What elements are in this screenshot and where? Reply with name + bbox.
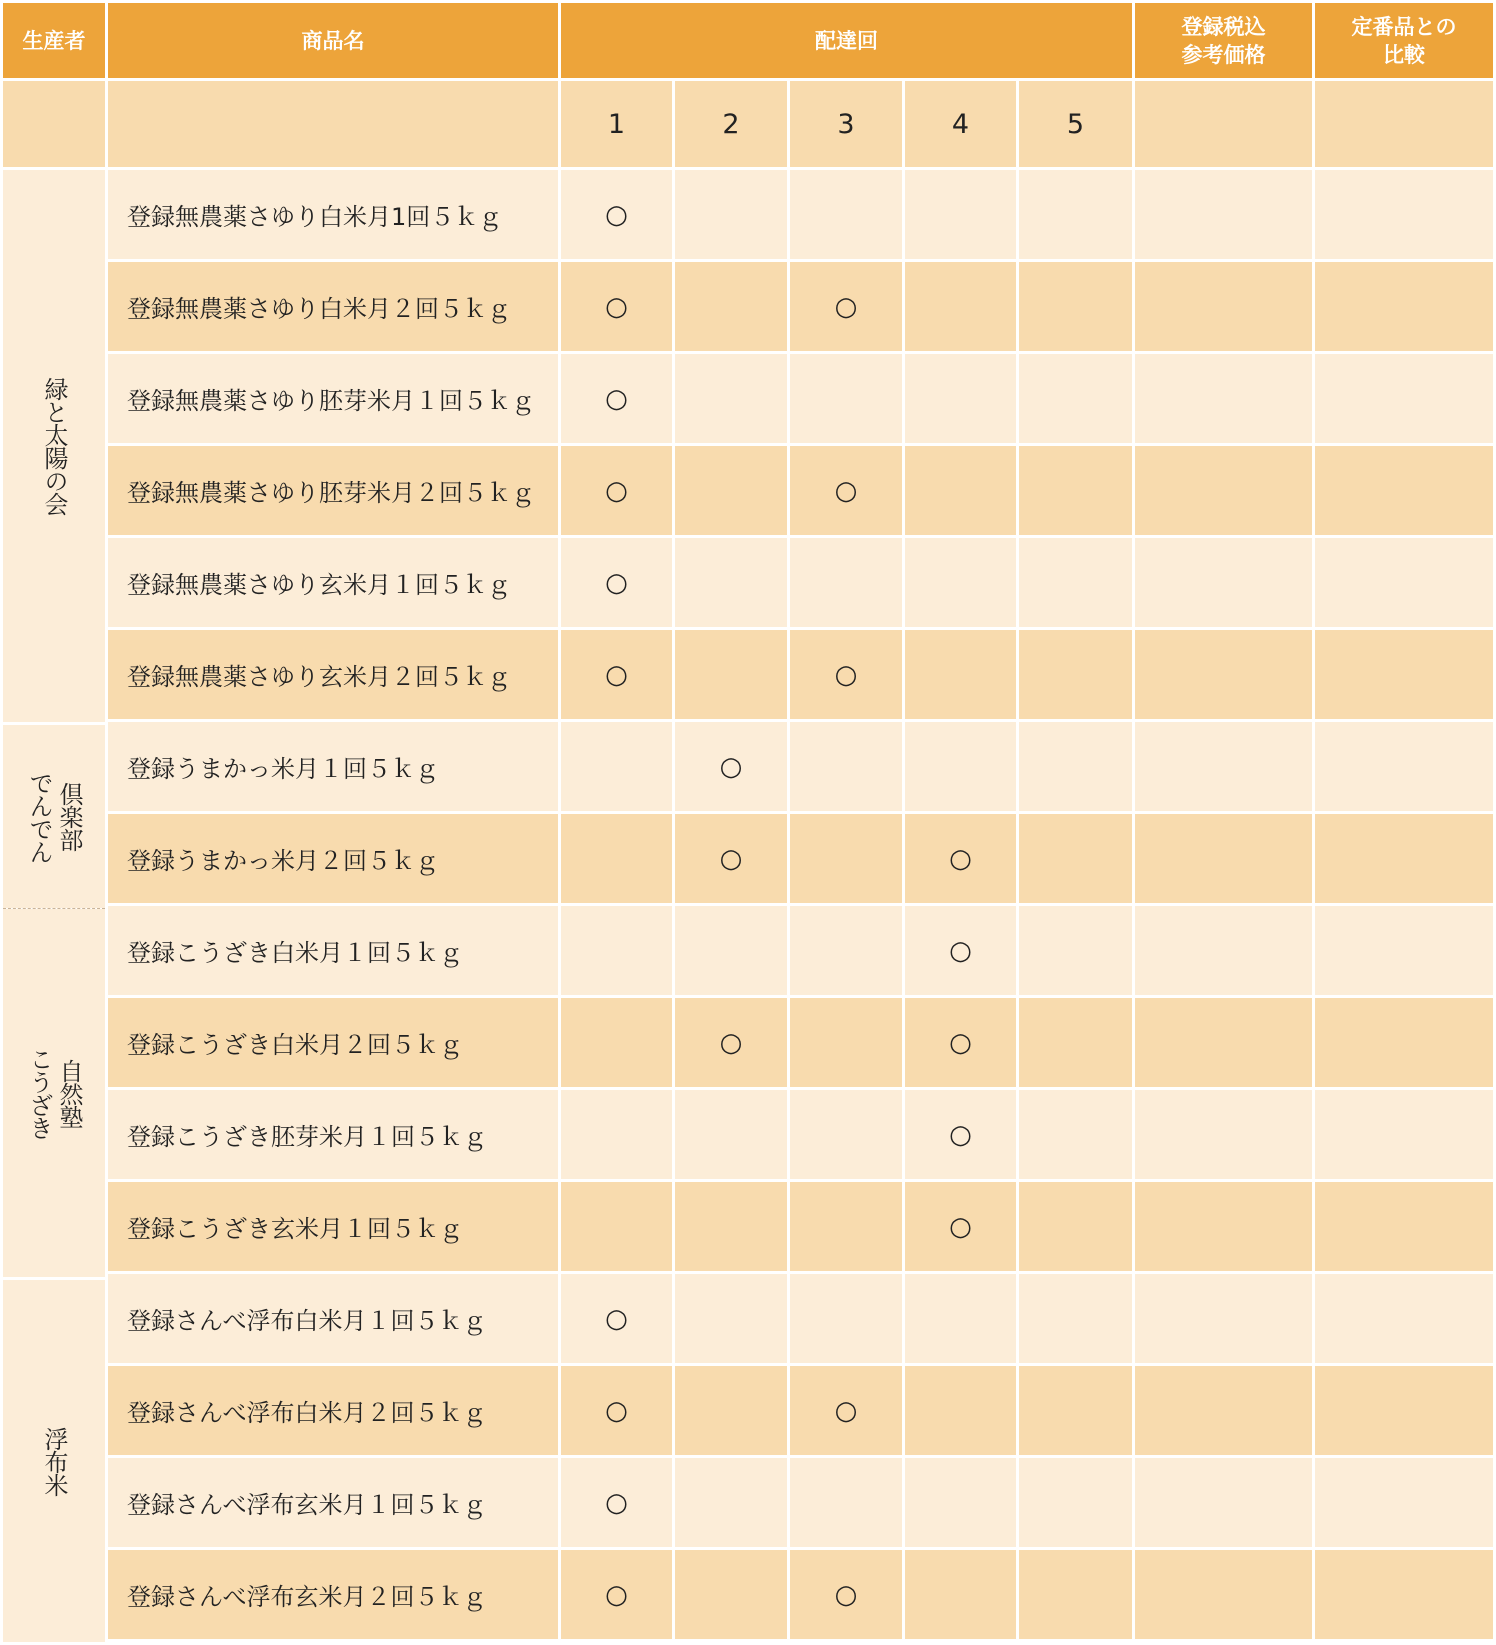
delivery-cell-3 (790, 906, 902, 995)
producer-name-2-line1: でんでん (25, 770, 53, 863)
compare-cell (1315, 1366, 1493, 1455)
product-name-cell (108, 170, 558, 259)
delivery-cell-4 (905, 1550, 1016, 1639)
delivery-cell-4 (905, 1182, 1016, 1271)
delivery-mark: ○ (949, 843, 972, 874)
delivery-cell-5 (1019, 998, 1132, 1087)
delivery-cell-5 (1019, 1182, 1132, 1271)
number-row-blank-compare (1315, 81, 1493, 167)
delivery-cell-3 (790, 1458, 902, 1547)
delivery-mark: ○ (605, 1487, 628, 1518)
product-name: 登録さんべ浮布玄米月１回５ｋｇ (127, 1491, 487, 1519)
price-cell (1135, 722, 1312, 811)
delivery-cell-2 (675, 354, 787, 443)
product-name: 登録さんべ浮布白米月２回５ｋｇ (127, 1399, 487, 1427)
delivery-cell-4 (905, 814, 1016, 903)
product-name-cell (108, 906, 558, 995)
delivery-number-3 (790, 81, 902, 167)
delivery-mark: ○ (834, 475, 858, 506)
product-name: 登録こうざき胚芽米月１回５ｋｇ (127, 1123, 487, 1151)
product-name: 登録こうざき玄米月１回５ｋｇ (127, 1215, 463, 1243)
number-row-blank-producer (3, 81, 105, 167)
delivery-cell-1 (561, 170, 672, 259)
product-name: 登録さんべ浮布玄米月２回５ｋｇ (127, 1583, 487, 1611)
delivery-cell-3 (790, 170, 902, 259)
delivery-cell-2 (675, 1182, 787, 1271)
compare-cell (1315, 446, 1493, 535)
delivery-number-2-label: 2 (722, 108, 740, 140)
delivery-cell-5 (1019, 262, 1132, 351)
delivery-cell-1 (561, 722, 672, 811)
delivery-cell-1 (561, 262, 672, 351)
delivery-cell-4 (905, 446, 1016, 535)
header-price-line2: 参考価格 (1181, 42, 1266, 67)
price-cell (1135, 1274, 1312, 1363)
header-delivery (561, 3, 1132, 78)
producer-group-2 (3, 725, 105, 908)
delivery-cell-2 (675, 998, 787, 1087)
delivery-cell-5 (1019, 354, 1132, 443)
delivery-cell-3 (790, 1274, 902, 1363)
delivery-number-1-label: 1 (607, 108, 626, 140)
delivery-cell-4 (905, 1090, 1016, 1179)
delivery-cell-3 (790, 354, 902, 443)
delivery-cell-4 (905, 1458, 1016, 1547)
delivery-cell-4 (905, 906, 1016, 995)
producer-group-4 (3, 1280, 105, 1642)
delivery-mark: ○ (605, 567, 628, 598)
delivery-mark: ○ (605, 1303, 628, 1334)
delivery-mark: ○ (719, 751, 743, 782)
product-name: 登録無農薬さゆり白米月1回５ｋｇ (127, 203, 503, 231)
delivery-mark: ○ (834, 659, 858, 690)
price-cell (1135, 906, 1312, 995)
product-name: 登録無農薬さゆり胚芽米月１回５ｋｇ (127, 387, 535, 415)
delivery-cell-5 (1019, 1550, 1132, 1639)
header-compare-line2: 比較 (1383, 42, 1425, 67)
price-cell (1135, 1366, 1312, 1455)
delivery-cell-1 (561, 1366, 672, 1455)
delivery-mark: ○ (605, 1579, 628, 1610)
header-product (108, 3, 558, 78)
header-delivery-label: 配達回 (815, 28, 878, 53)
product-name: 登録無農薬さゆり玄米月１回５ｋｇ (127, 571, 511, 599)
delivery-cell-1 (561, 814, 672, 903)
product-name: 登録こうざき白米月２回５ｋｇ (127, 1031, 463, 1059)
delivery-cell-3 (790, 722, 902, 811)
delivery-cell-2 (675, 262, 787, 351)
delivery-cell-5 (1019, 446, 1132, 535)
delivery-mark: ○ (949, 1211, 972, 1242)
number-row-blank-product (108, 81, 558, 167)
product-name: 登録こうざき白米月１回５ｋｇ (127, 939, 463, 967)
delivery-mark: ○ (834, 291, 858, 322)
header-producer (3, 3, 105, 78)
delivery-cell-2 (675, 538, 787, 627)
price-cell (1135, 1458, 1312, 1547)
delivery-number-5 (1019, 81, 1132, 167)
compare-cell (1315, 814, 1493, 903)
compare-cell (1315, 538, 1493, 627)
price-cell (1135, 446, 1312, 535)
product-name-cell (108, 262, 558, 351)
price-cell (1135, 998, 1312, 1087)
producer-name-4: 浮布米 (40, 1426, 68, 1496)
product-name-cell (108, 630, 558, 719)
delivery-cell-2 (675, 906, 787, 995)
delivery-cell-1 (561, 1550, 672, 1639)
delivery-mark: ○ (605, 659, 628, 690)
delivery-cell-5 (1019, 170, 1132, 259)
delivery-cell-3 (790, 1366, 902, 1455)
compare-cell (1315, 998, 1493, 1087)
delivery-cell-4 (905, 262, 1016, 351)
delivery-cell-3 (790, 262, 902, 351)
compare-cell (1315, 354, 1493, 443)
product-name: 登録うまかっ米月１回５ｋｇ (127, 755, 439, 783)
compare-cell (1315, 906, 1493, 995)
delivery-cell-3 (790, 1090, 902, 1179)
delivery-cell-2 (675, 1366, 787, 1455)
delivery-mark: ○ (719, 843, 743, 874)
delivery-cell-2 (675, 1550, 787, 1639)
delivery-cell-4 (905, 354, 1016, 443)
compare-cell (1315, 170, 1493, 259)
compare-cell (1315, 1090, 1493, 1179)
delivery-cell-1 (561, 446, 672, 535)
delivery-mark: ○ (605, 383, 628, 414)
price-cell (1135, 538, 1312, 627)
product-name: 登録無農薬さゆり白米月２回５ｋｇ (127, 295, 511, 323)
delivery-cell-2 (675, 630, 787, 719)
price-cell (1135, 354, 1312, 443)
delivery-cell-5 (1019, 1274, 1132, 1363)
price-cell (1135, 1182, 1312, 1271)
delivery-cell-1 (561, 630, 672, 719)
product-name-cell (108, 814, 558, 903)
product-name-cell (108, 446, 558, 535)
price-cell (1135, 1090, 1312, 1179)
delivery-mark: ○ (834, 1395, 858, 1426)
product-name-cell (108, 1458, 558, 1547)
delivery-cell-4 (905, 170, 1016, 259)
compare-cell (1315, 1458, 1493, 1547)
delivery-cell-3 (790, 538, 902, 627)
delivery-cell-4 (905, 630, 1016, 719)
product-name: 登録無農薬さゆり胚芽米月２回５ｋｇ (127, 479, 535, 507)
delivery-cell-1 (561, 1458, 672, 1547)
delivery-mark: ○ (949, 935, 972, 966)
delivery-cell-1 (561, 354, 672, 443)
delivery-cell-4 (905, 1366, 1016, 1455)
delivery-cell-1 (561, 1182, 672, 1271)
delivery-mark: ○ (605, 199, 628, 230)
delivery-cell-2 (675, 1090, 787, 1179)
header-compare-line1: 定番品との (1351, 14, 1457, 39)
number-row-blank-price (1135, 81, 1312, 167)
product-name: 登録うまかっ米月２回５ｋｇ (127, 847, 439, 875)
delivery-number-4 (905, 81, 1016, 167)
header-producer-label: 生産者 (22, 28, 86, 53)
delivery-cell-3 (790, 814, 902, 903)
product-name-cell (108, 1274, 558, 1363)
price-cell (1135, 170, 1312, 259)
delivery-mark: ○ (605, 291, 628, 322)
price-cell (1135, 630, 1312, 719)
delivery-cell-2 (675, 1458, 787, 1547)
compare-cell (1315, 1182, 1493, 1271)
delivery-cell-1 (561, 1274, 672, 1363)
producer-group-1 (3, 170, 105, 722)
delivery-cell-4 (905, 1274, 1016, 1363)
delivery-number-2 (675, 81, 787, 167)
delivery-number-1 (561, 81, 672, 167)
delivery-cell-2 (675, 722, 787, 811)
delivery-cell-2 (675, 170, 787, 259)
producer-name-2-line2: 倶楽部 (55, 782, 83, 851)
delivery-cell-5 (1019, 538, 1132, 627)
delivery-cell-3 (790, 630, 902, 719)
delivery-cell-2 (675, 814, 787, 903)
product-name-cell (108, 1182, 558, 1271)
delivery-number-4-label: 4 (951, 108, 970, 140)
delivery-cell-1 (561, 998, 672, 1087)
delivery-cell-5 (1019, 906, 1132, 995)
delivery-mark: ○ (834, 1579, 858, 1610)
product-name-cell (108, 1090, 558, 1179)
product-name-cell (108, 998, 558, 1087)
producer-name-1: 緑と太陽の会 (40, 377, 68, 515)
delivery-cell-3 (790, 446, 902, 535)
delivery-cell-2 (675, 1274, 787, 1363)
header-product-label: 商品名 (301, 28, 365, 53)
delivery-mark: ○ (949, 1119, 972, 1150)
delivery-number-3-label: 3 (837, 108, 855, 140)
producer-name-3-line2: 自然塾 (55, 1058, 83, 1128)
header-compare (1315, 3, 1493, 78)
delivery-mark: ○ (719, 1027, 743, 1058)
product-name-cell (108, 538, 558, 627)
delivery-cell-5 (1019, 1458, 1132, 1547)
delivery-number-5-label: 5 (1066, 108, 1085, 140)
delivery-cell-4 (905, 722, 1016, 811)
producer-name-3-line1: こうざき (25, 1047, 53, 1139)
product-name-cell (108, 722, 558, 811)
delivery-mark: ○ (605, 475, 628, 506)
delivery-cell-3 (790, 1182, 902, 1271)
delivery-cell-1 (561, 538, 672, 627)
delivery-cell-2 (675, 446, 787, 535)
delivery-cell-5 (1019, 1090, 1132, 1179)
delivery-cell-3 (790, 1550, 902, 1639)
delivery-cell-5 (1019, 1366, 1132, 1455)
compare-cell (1315, 1550, 1493, 1639)
compare-cell (1315, 1274, 1493, 1363)
delivery-mark: ○ (949, 1027, 972, 1058)
price-cell (1135, 814, 1312, 903)
delivery-mark: ○ (605, 1395, 628, 1426)
delivery-cell-5 (1019, 814, 1132, 903)
delivery-cell-5 (1019, 722, 1132, 811)
product-name: 登録さんべ浮布白米月１回５ｋｇ (127, 1307, 487, 1335)
compare-cell (1315, 630, 1493, 719)
product-name-cell (108, 354, 558, 443)
header-price (1135, 3, 1312, 78)
price-cell (1135, 1550, 1312, 1639)
delivery-cell-5 (1019, 630, 1132, 719)
producer-group-3 (3, 909, 105, 1277)
delivery-cell-1 (561, 906, 672, 995)
delivery-cell-3 (790, 998, 902, 1087)
price-cell (1135, 262, 1312, 351)
product-name-cell (108, 1366, 558, 1455)
header-price-line1: 登録税込 (1181, 14, 1266, 39)
compare-cell (1315, 722, 1493, 811)
delivery-cell-4 (905, 998, 1016, 1087)
compare-cell (1315, 262, 1493, 351)
product-name-cell (108, 1550, 558, 1639)
product-name: 登録無農薬さゆり玄米月２回５ｋｇ (127, 663, 511, 691)
delivery-cell-4 (905, 538, 1016, 627)
delivery-cell-1 (561, 1090, 672, 1179)
